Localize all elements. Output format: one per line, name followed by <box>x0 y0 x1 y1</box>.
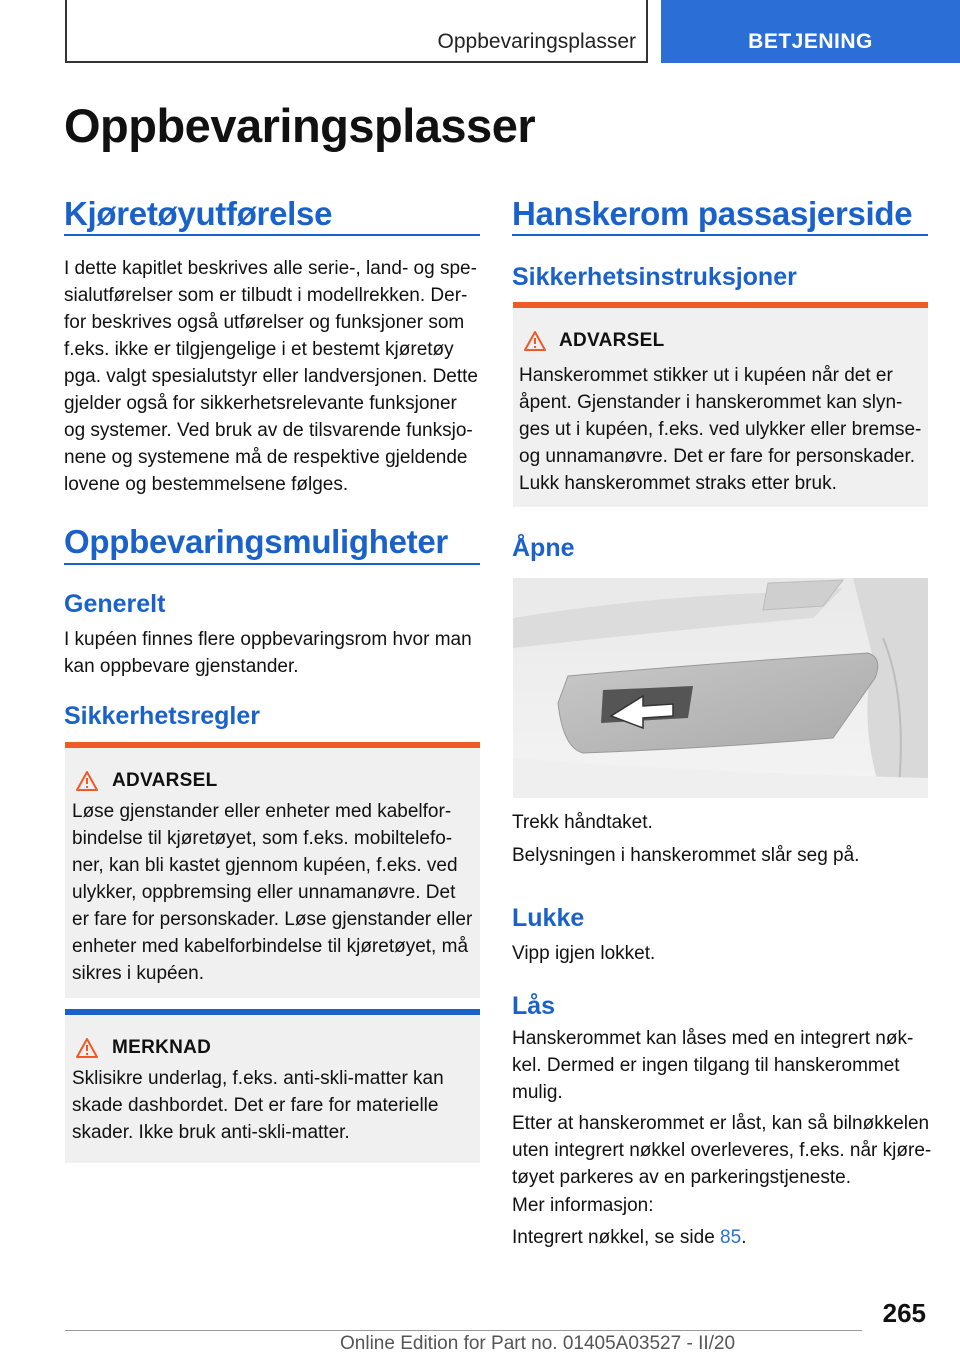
warning-text: Løse gjenstander eller enheter med kabelfor- bindelse til kjøretøyet, som f.eks. mobiltelefo- ner, kan bli kastet gjennom kupéen, f.eks. ved ulykker, oppbremsing eller unnamanøvre. Det er fare for personskader. Løse gjenstander eller enheter med kabelforbindelse til kjøretøyet, må sikres i kupéen. <box>72 801 473 984</box>
heading-open: Åpne <box>512 534 575 562</box>
vehicle-version-paragraph: I dette kapitlet beskrives alle serie-, land- og spe- sialutførelser som er tilbudt i modellrekken. Der- for beskrives også utførelser og funksjoner som f.eks. ikke er tilgjengelige i et bestemt kjøretøy pga. valgt spesialutstyr eller landversjonen. Dette gjelder også for sikkerhetsrelevante funksjoner og systemer. Ved bruk av de tilsvarende funksjo- nene og systemene må de respektive gjeldende lovene og bestemmelsene følges. <box>64 258 479 495</box>
notice-triangle-icon <box>75 1037 99 1059</box>
warning-title: ADVARSEL <box>112 770 218 791</box>
lock-paragraph: Hanskerommet kan låses med en integrert nøk- kel. Dermed er ingen tilgang til hanskerommet mulig. <box>512 1028 914 1103</box>
page-reference-link[interactable]: 85 <box>720 1227 742 1248</box>
open-note: Belysningen i hanskerommet slår seg på. <box>512 845 860 866</box>
more-info-label: Mer informasjon: <box>512 1195 654 1216</box>
close-text: Vipp igjen lokket. <box>512 943 656 964</box>
cross-reference-text: Integrert nøkkel, se side <box>512 1227 721 1248</box>
warning-triangle-icon <box>75 770 99 792</box>
footer-rule <box>65 1330 862 1331</box>
heading-glovebox: Hanskerom passasjerside <box>512 195 913 232</box>
heading-storage-options: Oppbevaringsmuligheter <box>64 523 448 560</box>
heading-vehicle-version: Kjøretøyutførelse <box>64 195 333 232</box>
heading-close: Lukke <box>512 904 585 932</box>
heading-safety-instructions: Sikkerhetsinstruksjoner <box>512 263 797 291</box>
lock-paragraph-2: Etter at hanskerommet er låst, kan så bilnøkkelen uten integrert nøkkel overleveres, f.eks. når kjøre- tøyet parkeres av en parkeringstjeneste. <box>512 1113 932 1188</box>
warning-triangle-icon <box>523 330 547 352</box>
heading-rule <box>64 563 480 565</box>
heading-rule <box>64 234 480 236</box>
edition-note: Online Edition for Part no. 01405A03527 - II/20 <box>340 1333 736 1354</box>
page-title: Oppbevaringsplasser <box>64 99 536 152</box>
warning-bar <box>65 742 480 748</box>
page-number: 265 <box>882 1298 926 1328</box>
heading-lock: Lås <box>512 992 556 1020</box>
glovebox-illustration <box>513 578 928 798</box>
cross-reference <box>512 1224 746 1251</box>
chapter-tab-label: BETJENING <box>748 30 873 53</box>
warning-bar <box>513 302 928 308</box>
chapter-tab[interactable] <box>661 0 960 63</box>
notice-text: Sklisikre underlag, f.eks. anti-skli-matter kan skade dashbordet. Det er fare for materielle skader. Ikke bruk anti-skli-matter. <box>72 1068 444 1143</box>
warning-text: Hanskerommet stikker ut i kupéen når det er åpent. Gjenstander i hanskerommet kan slyn- ges ut i kupéen, f.eks. ved ulykker eller bremse- og unnamanøvre. Det er fare for personskader. Lukk hanskerommet straks etter bruk. <box>519 365 922 494</box>
heading-rule <box>512 234 928 236</box>
warning-title: ADVARSEL <box>559 330 665 351</box>
notice-box <box>65 1009 480 1163</box>
notice-bar <box>65 1009 480 1015</box>
open-step: Trekk håndtaket. <box>512 812 653 833</box>
notice-title: MERKNAD <box>112 1037 212 1058</box>
header-section-title: Oppbevaringsplasser <box>437 30 636 53</box>
heading-safety-rules: Sikkerhetsregler <box>64 702 260 730</box>
cross-reference-suffix: . <box>741 1227 747 1248</box>
warning-box <box>513 302 928 507</box>
general-paragraph: I kupéen finnes flere oppbevaringsrom hvor man kan oppbevare gjenstander. <box>64 629 472 677</box>
warning-box <box>65 742 480 998</box>
heading-general: Generelt <box>64 590 166 618</box>
